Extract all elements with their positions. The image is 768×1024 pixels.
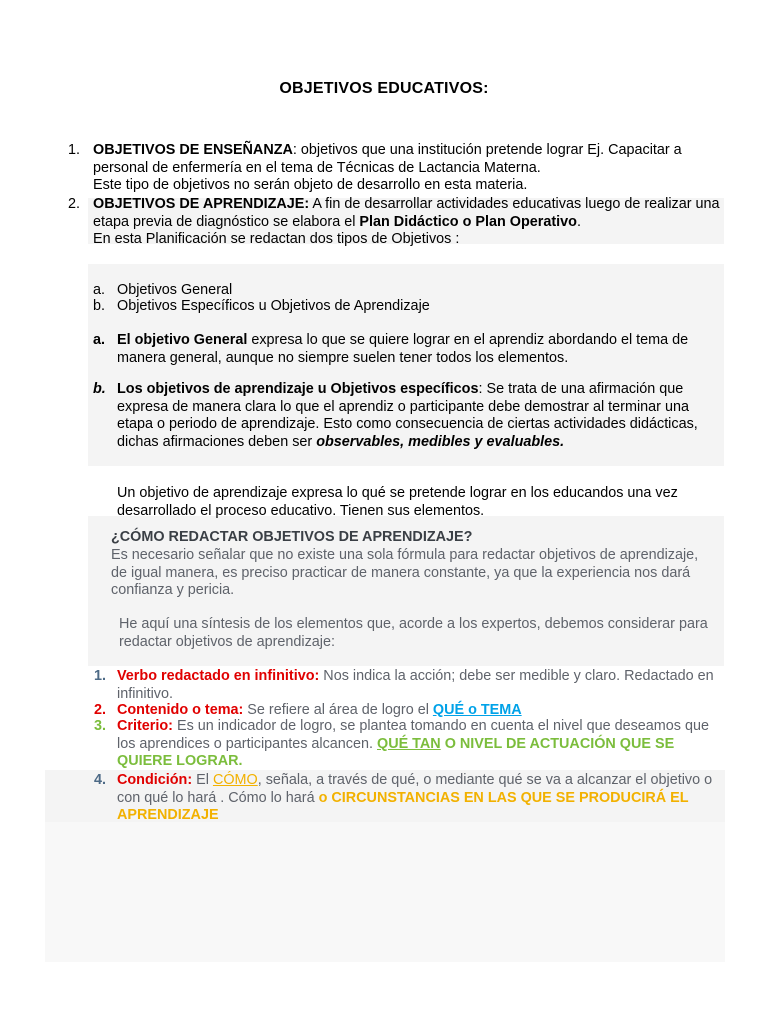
element-3-body: Es un indicador de logro, se plantea tomando en cuenta el nivel que deseamos que los aprendices o participantes alcancen. <box>117 718 709 752</box>
element-4-highlight: o CIRCUNSTANCIAS EN LAS QUE SE PRODUCIRÁ EL APRENDIZAJE <box>117 789 689 824</box>
how-heading: ¿CÓMO REDACTAR OBJETIVOS DE APRENDIZAJE? <box>111 529 473 545</box>
def-b-letter <box>93 381 106 399</box>
def-a-letter <box>93 332 105 350</box>
page-title: OBJETIVOS EDUCATIVOS: <box>279 80 489 97</box>
item-2-sub: En esta Planificación se redactan dos tipos de Objetivos : <box>93 231 460 248</box>
element-2-number: 2. <box>94 702 107 718</box>
type-a-letter: a. <box>93 282 106 298</box>
element-3-text <box>117 718 717 771</box>
element-1-label: Verbo redactado en infinitivo: <box>117 668 320 684</box>
element-3-highlight: O NIVEL DE ACTUACIÓN QUE SE QUIERE LOGRAR. <box>117 735 675 770</box>
def-b-bold: Los objetivos de aprendizaje u Objetivos específicos <box>117 381 479 397</box>
element-4-body-a: El <box>192 772 213 788</box>
element-4-text <box>117 772 717 825</box>
item-2-body: A fin de desarrollar actividades educativas luego de realizar una etapa previa de diagnóstico se elabora el <box>93 196 720 230</box>
element-1-text <box>117 668 717 703</box>
element-2-highlight: QUÉ o TEMA <box>432 702 522 718</box>
background-panel-5 <box>45 822 725 962</box>
element-4-como: CÓMO <box>212 772 258 788</box>
def-b-body: : Se trata de una afirmación que expresa de manera clara lo que el aprendiz o participante debe demostrar al terminar una etapa o periodo de aprendizaje. Esto como consecuencia de ciertas actividades didácticas, dichas afirmaciones deben ser <box>117 381 698 450</box>
type-b-letter: b. <box>93 298 106 314</box>
item-2-heading: OBJETIVOS DE APRENDIZAJE: <box>93 196 310 212</box>
objective-paragraph: Un objetivo de aprendizaje expresa lo qué se pretende lograr en los educandos una vez desarrollado el proceso educativo. Tienen sus elementos. <box>117 485 678 519</box>
def-b-letter-text: b. <box>93 381 106 397</box>
item-1-note: Este tipo de objetivos no serán objeto de desarrollo en esta materia. <box>93 177 528 194</box>
element-1-body: Nos indica la acción; debe ser medible y claro. Redactado en infinitivo. <box>117 668 714 702</box>
type-b-label: Objetivos Específicos u Objetivos de Aprendizaje <box>117 298 430 314</box>
item-2-text <box>93 196 723 249</box>
def-a-letter-text: a. <box>93 332 106 348</box>
def-a-text <box>117 332 717 367</box>
element-4-body-b: , señala, a través de qué, o mediante qué se va a alcanzar el objetivo o con qué lo hará . Cómo lo hará <box>117 772 713 806</box>
element-3-label: Criterio: <box>117 718 173 734</box>
item-1-number: 1. <box>68 142 81 158</box>
element-2-body: Se refiere al área de logro el <box>243 702 433 718</box>
def-a-body: expresa lo que se quiere lograr en el aprendiz abordando el tema de manera general, aunque no siempre suelen tener todos los elementos. <box>117 332 689 366</box>
how-paragraph-1: Es necesario señalar que no existe una sola fórmula para redactar objetivos de aprendizaje, de igual manera, es preciso practicar de manera constante, ya que la experiencia nos dará confianza y pericia. <box>111 547 699 599</box>
element-1-number: 1. <box>94 668 107 684</box>
item-2-period: . <box>576 213 581 230</box>
item-1-text <box>93 142 725 195</box>
item-2-number: 2. <box>68 196 81 212</box>
element-2-label: Contenido o tema: <box>117 702 244 718</box>
element-4-number: 4. <box>94 772 107 788</box>
def-b-emphasis: observables, medibles y evaluables. <box>316 433 565 450</box>
element-3-number: 3. <box>94 718 107 734</box>
item-1-body: : objetivos que una institución pretende lograr Ej. Capacitar a personal de enfermería en el tema de Técnicas de Lactancia Materna. <box>93 142 682 176</box>
def-b-text <box>117 381 717 451</box>
how-paragraph-2: He aquí una síntesis de los elementos que, acorde a los expertos, debemos considerar para redactar objetivos de aprendizaje: <box>119 616 708 650</box>
element-4-label: Condición: <box>117 772 193 788</box>
element-2-text <box>117 702 717 720</box>
item-1-heading: OBJETIVOS DE ENSEÑANZA <box>93 142 293 158</box>
plan-didactico: Plan Didáctico o Plan Operativo <box>359 213 577 230</box>
element-3-highlight-underline: QUÉ TAN <box>377 735 441 752</box>
def-a-bold: El objetivo General <box>117 332 248 348</box>
type-a-label: Objetivos General <box>117 282 233 298</box>
